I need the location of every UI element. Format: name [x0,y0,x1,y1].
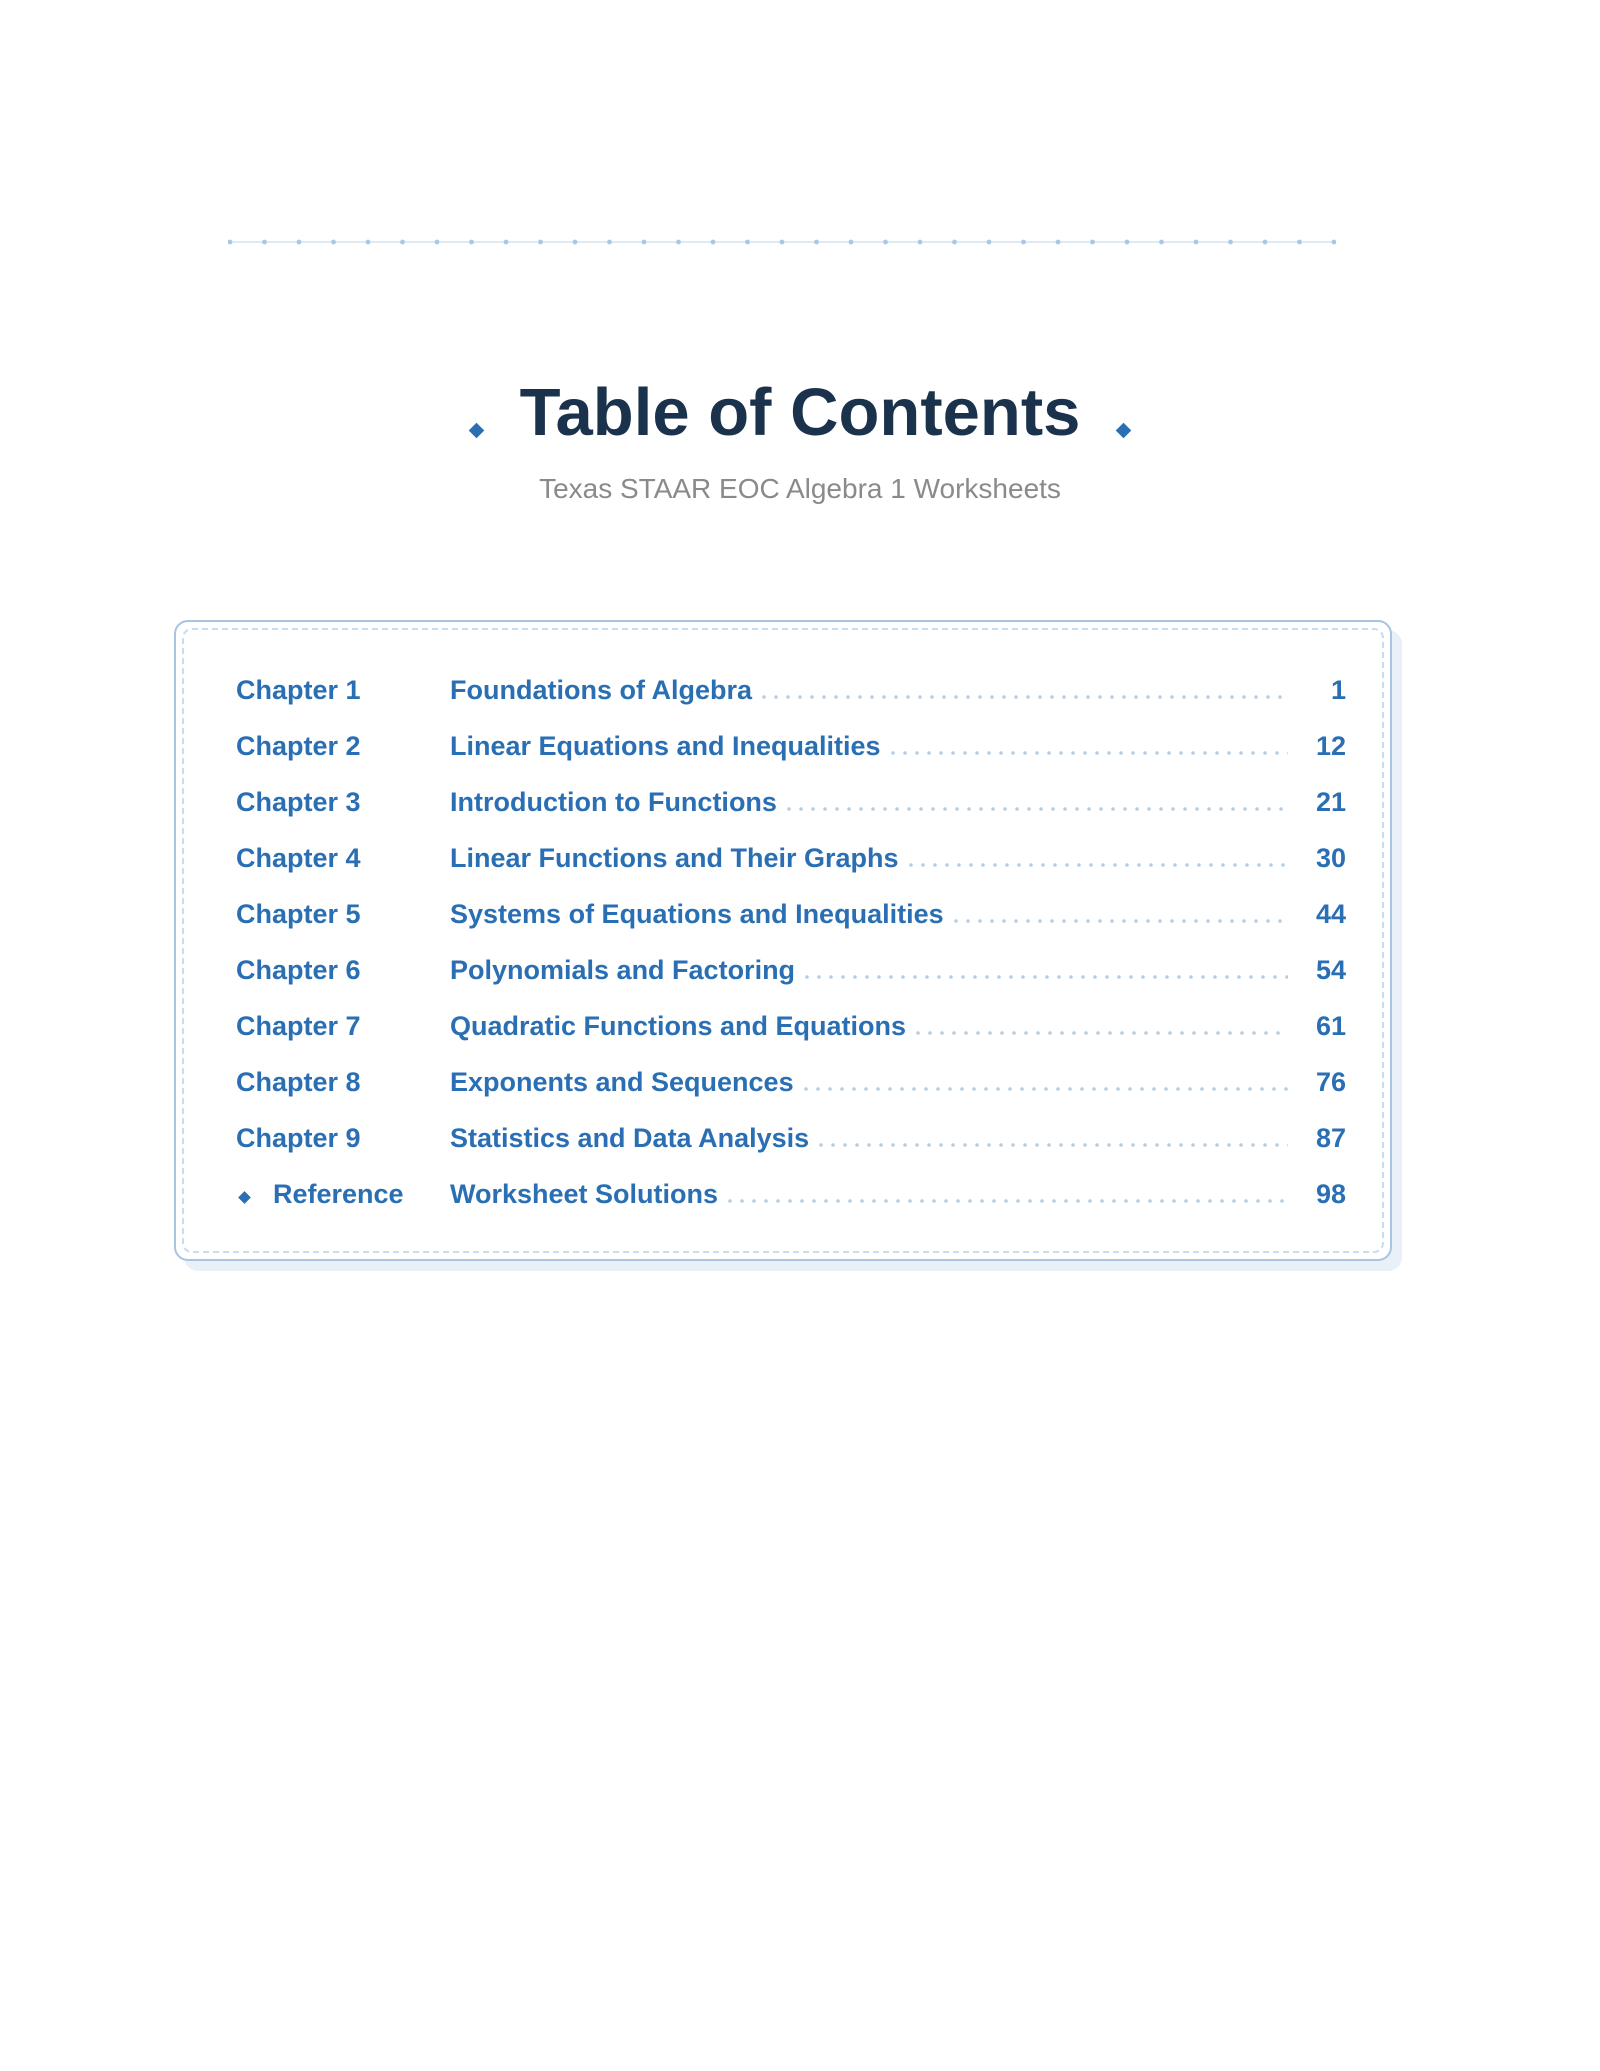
toc-entry[interactable] [236,774,1346,830]
dot-leader [815,1143,1288,1147]
rule-dot [1263,240,1268,245]
toc-page-number: 54 [1315,954,1346,985]
toc-entry-title: Linear Functions and Their Graphs [450,842,899,873]
dot-leader [800,1087,1288,1091]
rule-dot [642,240,647,245]
rule-dot [1332,240,1336,245]
toc-page-number: 87 [1315,1122,1346,1153]
toc-chapter-label: Chapter 4 [236,842,361,873]
toc-entry-reference[interactable] [236,1166,1346,1222]
toc-entry-title: Polynomials and Factoring [450,954,796,985]
dot-leader [912,1031,1288,1035]
dot-leader [801,975,1288,979]
toc-list [236,662,1346,1222]
page-title: Table of Contents [519,374,1081,450]
rule-dot [1125,240,1130,245]
dot-leader [950,919,1288,923]
toc-chapter-label: Chapter 8 [236,1066,361,1097]
rule-dot [1090,240,1095,245]
rule-dot [676,240,681,245]
rule-dot [1194,240,1199,245]
toc-chapter-label: Reference [273,1178,404,1209]
toc-chapter-label: Chapter 2 [236,730,361,761]
rule-dot [607,240,612,245]
toc-entry-title: Introduction to Functions [450,786,777,817]
toc-entry-title: Foundations of Algebra [450,674,752,705]
title-row [0,368,1600,464]
rule-dot [952,240,957,245]
rule-dot [780,240,785,245]
decorative-dotted-rule [228,238,1336,246]
toc-page-number: 21 [1315,786,1346,817]
toc-entry-title: Statistics and Data Analysis [450,1122,810,1153]
toc-chapter-label: Chapter 5 [236,898,361,929]
toc-entry[interactable] [236,1054,1346,1110]
toc-chapter-label: Chapter 7 [236,1010,361,1041]
rule-dot [469,240,474,245]
rule-dot [400,240,405,245]
toc-entry-title: Systems of Equations and Inequalities [450,898,944,929]
rule-dot [504,240,509,245]
dot-leader [724,1199,1288,1203]
toc-entry[interactable] [236,886,1346,942]
rule-dot [918,240,923,245]
toc-page-number: 76 [1315,1066,1346,1097]
toc-entry[interactable] [236,942,1346,998]
toc-entry[interactable] [236,718,1346,774]
toc-chapter-label: Chapter 6 [236,954,361,985]
toc-page-number: 44 [1315,898,1346,929]
rule-dot [1159,240,1164,245]
rule-dot [814,240,819,245]
toc-entry-title: Worksheet Solutions [450,1178,719,1209]
rule-dot [987,240,992,245]
rule-dot [435,240,440,245]
toc-entry[interactable] [236,830,1346,886]
toc-entry[interactable] [236,662,1346,718]
rule-dot [297,240,302,245]
rule-dot [573,240,578,245]
toc-entry-title: Linear Equations and Inequalities [450,730,881,761]
rule-dot [366,240,371,245]
toc-chapter-label: Chapter 1 [236,674,361,705]
rule-dot [538,240,543,245]
rule-dot [849,240,854,245]
toc-page-number: 61 [1315,1010,1346,1041]
toc-entry-title: Exponents and Sequences [450,1066,794,1097]
rule-dot [711,240,716,245]
rule-dot [745,240,750,245]
dot-leader [783,807,1288,811]
rule-dot [228,240,232,245]
dot-leader [758,695,1288,699]
toc-page-number: 98 [1315,1178,1346,1209]
toc-entry[interactable] [236,998,1346,1054]
page-subtitle: Texas STAAR EOC Algebra 1 Worksheets [539,473,1061,504]
rule-dot [262,240,267,245]
dot-leader [905,863,1288,867]
diamond-icon [1116,422,1132,438]
toc-card [174,620,1392,1261]
dot-leader [887,751,1288,755]
toc-chapter-label: Chapter 9 [236,1122,361,1153]
rule-dot [331,240,336,245]
rule-dot [1021,240,1026,245]
toc-page-number: 30 [1315,842,1346,873]
rule-dot [1056,240,1061,245]
toc-page-number: 1 [1330,674,1346,705]
diamond-icon [468,422,484,438]
rule-dot [1228,240,1233,245]
rule-dot [883,240,888,245]
toc-page-number: 12 [1315,730,1346,761]
toc-entry[interactable] [236,1110,1346,1166]
rule-dot [1297,240,1302,245]
toc-entry-title: Quadratic Functions and Equations [450,1010,907,1041]
toc-reference-label-group [236,1179,450,1210]
diamond-icon [238,1191,251,1204]
toc-chapter-label: Chapter 3 [236,786,361,817]
